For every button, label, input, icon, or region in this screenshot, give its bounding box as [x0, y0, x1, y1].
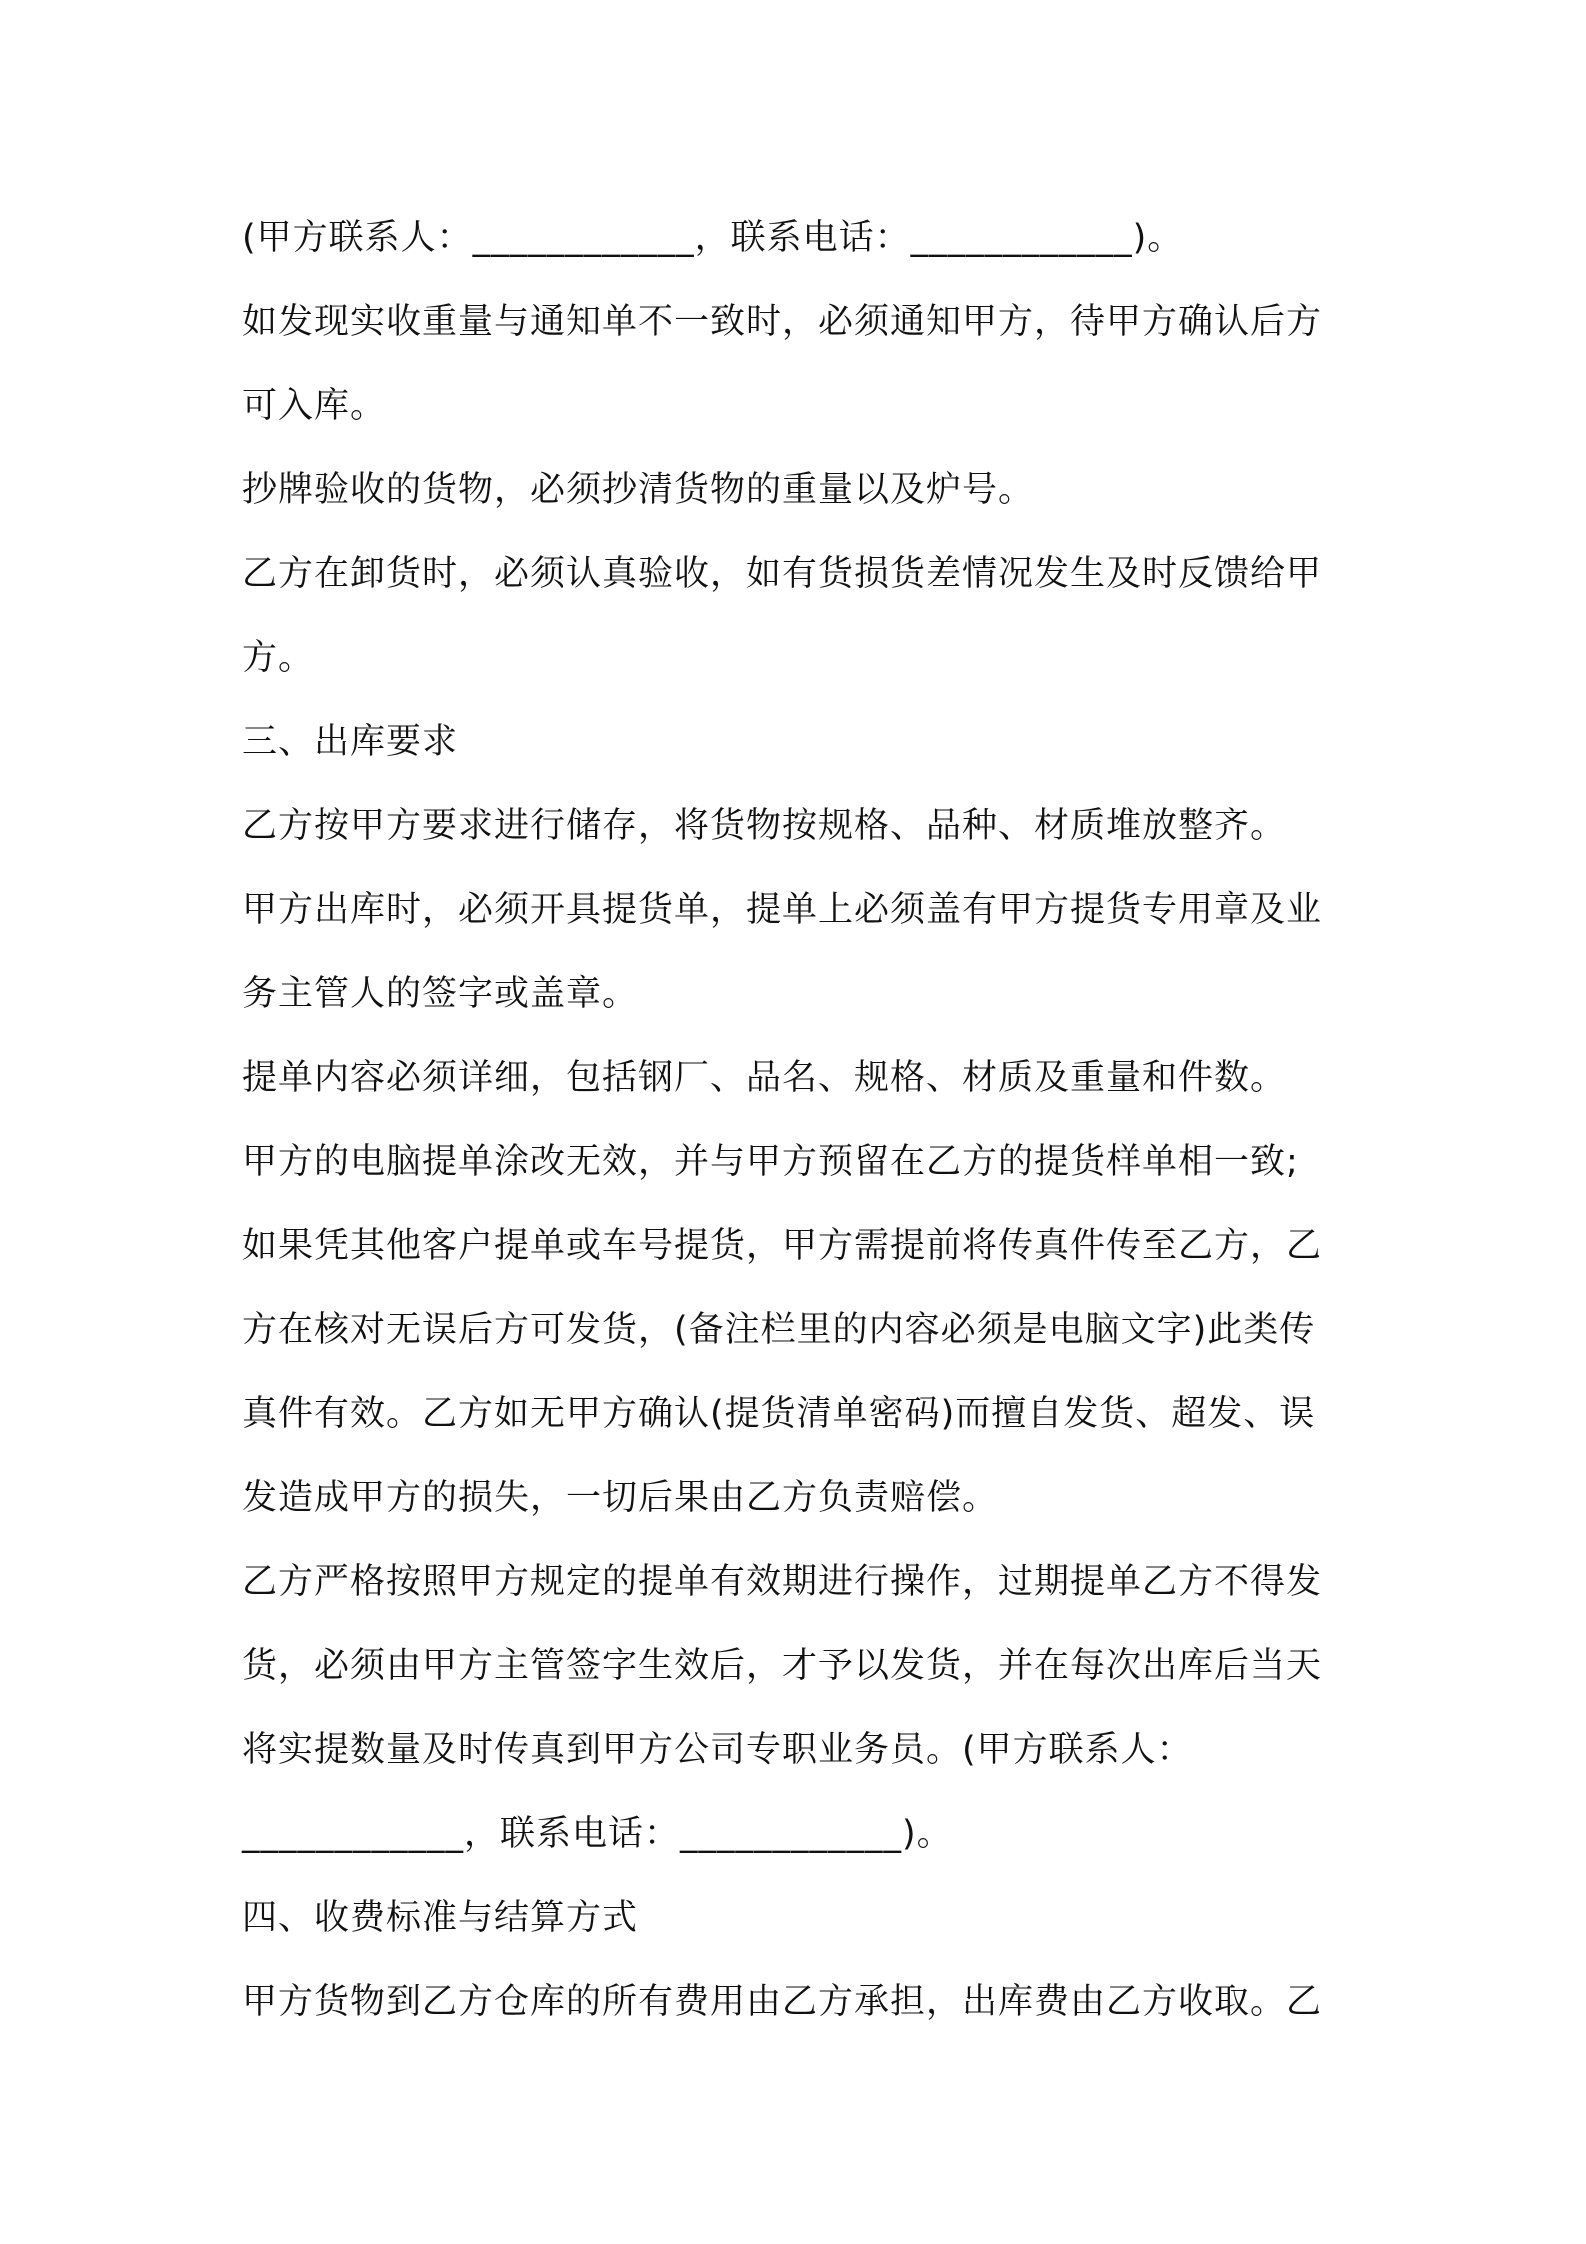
text-line: 甲方的电脑提单涂改无效，并与甲方预留在乙方的提货样单相一致; [242, 1142, 1299, 1182]
text-line: 发造成甲方的损失，一切后果由乙方负责赔偿。 [242, 1478, 999, 1518]
text-line: 如发现实收重量与通知单不一致时，必须通知甲方，待甲方确认后方 [242, 302, 1323, 342]
text-line: 可入库。 [242, 386, 387, 426]
text-line: 甲方出库时，必须开具提货单，提单上必须盖有甲方提货专用章及业 [242, 890, 1323, 930]
text-line: 方。 [242, 638, 315, 678]
text-line: 将实提数量及时传真到甲方公司专职业务员。(甲方联系人： [242, 1730, 1193, 1770]
text-line: 甲方货物到乙方仓库的所有费用由乙方承担，出库费由乙方收取。乙 [242, 1982, 1323, 2022]
text-line: ____________，联系电话：____________)。 [242, 1814, 953, 1854]
text-line: (甲方联系人：____________，联系电话：____________)。 [242, 218, 1184, 258]
section-heading: 三、出库要求 [242, 722, 459, 762]
document-body [242, 196, 1362, 2044]
text-line: 货，必须由甲方主管签字生效后，才予以发货，并在每次出库后当天 [242, 1646, 1323, 1686]
text-line: 如果凭其他客户提单或车号提货，甲方需提前将传真件传至乙方，乙 [242, 1226, 1323, 1266]
text-line: 乙方在卸货时，必须认真验收，如有货损货差情况发生及时反馈给甲 [242, 554, 1323, 594]
text-line: 乙方严格按照甲方规定的提单有效期进行操作，过期提单乙方不得发 [242, 1562, 1323, 1602]
text-line: 方在核对无误后方可发货，(备注栏里的内容必须是电脑文字)此类传 [242, 1310, 1316, 1350]
text-line: 提单内容必须详细，包括钢厂、品名、规格、材质及重量和件数。 [242, 1058, 1287, 1098]
section-heading: 四、收费标准与结算方式 [242, 1898, 639, 1938]
text-line: 抄牌验收的货物，必须抄清货物的重量以及炉号。 [242, 470, 1035, 510]
text-line: 乙方按甲方要求进行储存，将货物按规格、品种、材质堆放整齐。 [242, 806, 1287, 846]
text-line: 务主管人的签字或盖章。 [242, 974, 639, 1014]
text-line: 真件有效。乙方如无甲方确认(提货清单密码)而擅自发货、超发、误 [242, 1394, 1316, 1434]
